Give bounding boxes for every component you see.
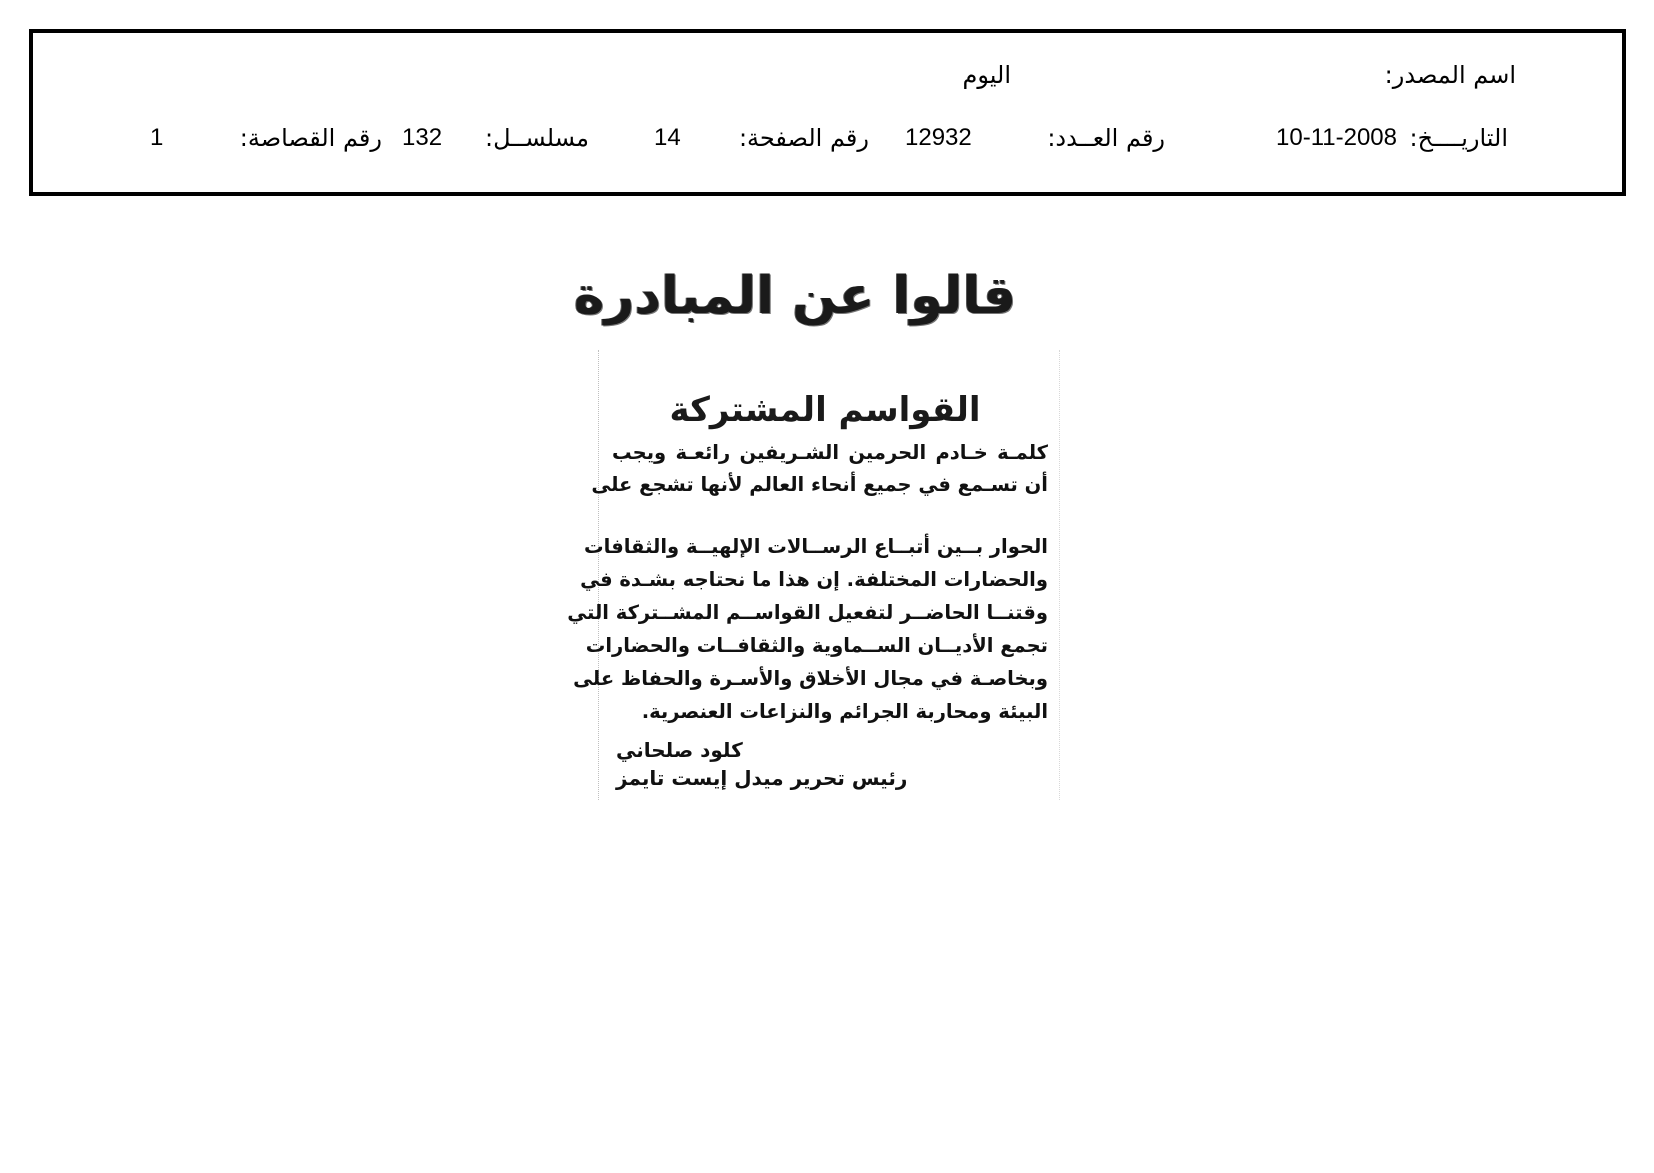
source-info-box bbox=[29, 29, 1626, 196]
date-label: التاريــــخ: bbox=[1409, 124, 1508, 152]
serial-value: 132 bbox=[402, 124, 443, 151]
issue-value: 12932 bbox=[905, 124, 972, 151]
author-title: رئيس تحرير ميدل إيست تايمز bbox=[616, 766, 908, 790]
article-subtitle: القواسم المشتركة bbox=[669, 390, 981, 430]
clipping-number-label: رقم القصاصة: bbox=[239, 124, 382, 152]
page-number-value: 14 bbox=[654, 124, 681, 151]
article-line: أن تسـمع في جميع أنحاء العالم لأنها تشجع على bbox=[591, 473, 1048, 496]
author-name: كلود صلحاني bbox=[616, 738, 743, 762]
source-value: اليوم bbox=[962, 61, 1011, 89]
issue-label: رقم العــدد: bbox=[1047, 124, 1165, 152]
article-line: الحوار بــين أتبــاع الرســالات الإلهيــة والثقافات bbox=[584, 535, 1048, 558]
page-number-label: رقم الصفحة: bbox=[738, 124, 869, 152]
article-main-title: قالوا عن المبادرة bbox=[573, 266, 1017, 326]
article-line: وبخاصـة في مجال الأخلاق والأسـرة والحفاظ على bbox=[573, 667, 1048, 690]
article-line: وقتنــا الحاضــر لتفعيل القواســم المشــتركة التي bbox=[567, 601, 1048, 624]
date-value: 10-11-2008 bbox=[1276, 124, 1397, 151]
clipping-number-value: 1 bbox=[150, 124, 164, 151]
serial-label: مسلســل: bbox=[485, 124, 589, 152]
article-line: تجمع الأديــان الســماوية والثقافــات والحضارات bbox=[585, 634, 1048, 657]
article-line: البيئة ومحاربة الجرائم والنزاعات العنصرية. bbox=[641, 700, 1048, 723]
article-line: والحضارات المختلفة. إن هذا ما نحتاجه بشـدة في bbox=[580, 568, 1048, 591]
source-label: اسم المصدر: bbox=[1384, 61, 1516, 89]
article-line: كلمـة خـادم الحرمين الشـريفين رائعـة ويجب bbox=[612, 441, 1048, 464]
